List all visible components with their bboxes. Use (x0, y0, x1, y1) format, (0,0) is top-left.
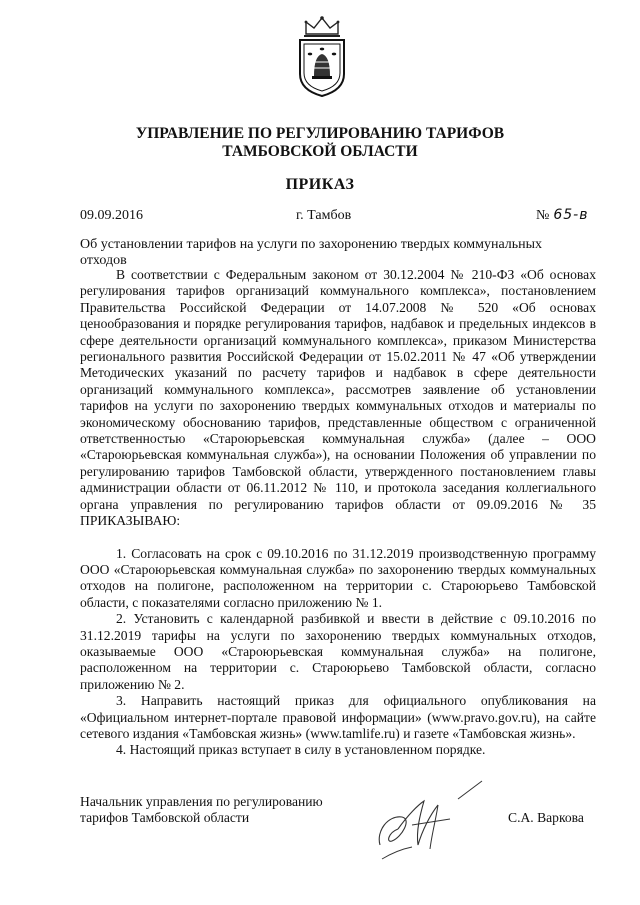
document-type-title: ПРИКАЗ (285, 176, 355, 193)
number-sign: № (536, 208, 550, 223)
preamble-paragraph: В соответствии с Федеральным законом от 30.12.2004 № 210-ФЗ «Об основах регулирования тарифов организаций коммунального комплекса», постановлением Правительства Российской Федерации от 14.07.2008 № 520 «Об основах ценообразования и порядке регулирования тарифов, надбавок и предельных индексов в сфере деятельности организаций коммунального комплекса», приказом Министерства регионального развития Российской Федерации от 15.02.2011 № 47 «Об утверждении Методических указаний по расчету тарифов и надбавок в сфере деятельности организаций коммунального комплекса», рассмотрев заявление об установлении тарифов на услуги по захоронению твердых коммунальных отходов и материалы по экономическому обоснованию тарифов, представленные обществом с ограниченной ответственностью «Староюрьевская коммунальная служба» (далее – ООО «Староюрьевская коммунальная служба»), на основании Положения об управлении по регулированию тарифов Тамбовской области, утвержденного постановлением главы администрации области от 06.11.2012 № 110, и протокола заседания коллегиального органа управления по регулированию тарифов области от 09.09.2016 № 35 ПРИКАЗЫВАЮ: (80, 267, 596, 529)
document-body (80, 267, 596, 759)
handwritten-signature (372, 775, 502, 865)
signatory-position (80, 794, 323, 827)
organization-name-line2: ТАМБОВСКОЙ ОБЛАСТИ (222, 143, 418, 160)
order-item-2: 2. Установить с календарной разбивкой и ввести в действие с 09.10.2016 по 31.12.2019 тарифы на услуги по захоронению твердых коммунальных отходов, оказываемые ООО «Староюрьевская коммунальная служба» на полигоне, расположенном на территории с. Староюрьево Тамбовской области, согласно приложению № 2. (80, 611, 596, 692)
document-number (536, 207, 588, 224)
signatory-name: С.А. Варкова (508, 810, 584, 825)
signatory-position-line2: тарифов Тамбовской области (80, 810, 250, 826)
order-item-1: 1. Согласовать на срок с 09.10.2016 по 31.12.2019 производственную программу ООО «Староюрьевская коммунальная служба» по захоронению твердых коммунальных отходов на полигоне, расположенном на территории с. Староюрьево Тамбовской области, с показателями согласно приложению № 1. (80, 545, 596, 610)
document-subject: Об установлении тарифов на услуги по захоронению твердых коммунальных отходов (80, 237, 543, 268)
signatory-position-line1: Начальник управления по регулированию (80, 794, 323, 809)
handwritten-number: 65-в (553, 207, 589, 223)
organization-name-line1: УПРАВЛЕНИЕ ПО РЕГУЛИРОВАНИЮ ТАРИФОВ (135, 125, 505, 142)
order-item-4: 4. Настоящий приказ вступает в силу в установленном порядке. (116, 742, 486, 758)
document-city: г. Тамбов (296, 208, 352, 223)
document-date: 09.09.2016 (80, 208, 143, 223)
coat-of-arms-emblem (292, 14, 352, 98)
order-item-3: 3. Направить настоящий приказ для официального опубликования на «Официальном интернет-портале правовой информации» (www.pravo.gov.ru), на сайте сетевого издания «Тамбовская жизнь» (www.tamlife.ru) и газете «Тамбовская жизнь». (80, 693, 596, 741)
